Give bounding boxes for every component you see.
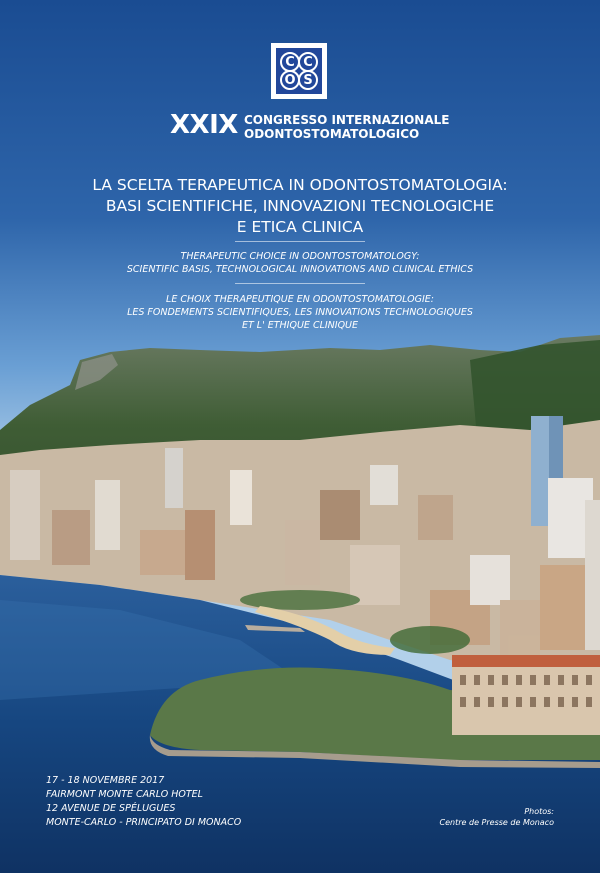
event-details [46, 774, 241, 830]
logo-letter: C [298, 52, 318, 72]
event-city: MONTE-CARLO - PRINCIPATO DI MONACO [46, 817, 242, 828]
title-line: LE CHOIX THERAPEUTIQUE EN ODONTOSTOMATOLOGIE: [166, 294, 434, 305]
title-divider [235, 241, 365, 242]
tower-4 [585, 500, 600, 650]
photo-credit-source: Centre de Presse de Monaco [439, 818, 554, 827]
logo-letter: S [298, 70, 318, 90]
tower-3 [540, 565, 588, 650]
congress-name [244, 113, 449, 141]
photo-credit-label: Photos: [524, 807, 554, 816]
title-italian [40, 175, 560, 238]
event-address: 12 AVENUE DE SPÉLUGUES [46, 803, 176, 814]
photo-credit [440, 806, 554, 828]
title-french [40, 293, 560, 332]
title-line: LES FONDEMENTS SCIENTIFIQUES, LES INNOVATIONS TECHNOLOGIQUES [127, 307, 473, 318]
logo-letter: O [280, 70, 300, 90]
logo-letter: C [280, 52, 300, 72]
trees-2 [390, 626, 470, 654]
title-line: SCIENTIFIC BASIS, TECHNOLOGICAL INNOVATIONS AND CLINICAL ETHICS [126, 264, 474, 275]
hotel-roof [452, 655, 600, 667]
congress-name-line: CONGRESSO INTERNAZIONALE [244, 113, 450, 127]
title-line: ET L' ETHIQUE CLINIQUE [241, 320, 359, 331]
event-dates: 17 - 18 NOVEMBRE 2017 [46, 775, 165, 786]
event-venue: FAIRMONT MONTE CARLO HOTEL [46, 789, 203, 800]
congress-name-line: ODONTOSTOMATOLOGICO [244, 127, 420, 141]
title-line: BASI SCIENTIFICHE, INNOVAZIONI TECNOLOGICHE [105, 197, 495, 215]
ccos-logo [271, 43, 327, 99]
title-divider [235, 283, 365, 284]
title-line: THERAPEUTIC CHOICE IN ODONTOSTOMATOLOGY: [180, 251, 420, 262]
title-line: LA SCELTA TERAPEUTICA IN ODONTOSTOMATOLOGIA: [92, 176, 508, 194]
trees-1 [240, 590, 360, 610]
title-english [40, 250, 560, 276]
title-line: E ETICA CLINICA [236, 218, 364, 236]
edition-number: XXIX [170, 110, 238, 140]
